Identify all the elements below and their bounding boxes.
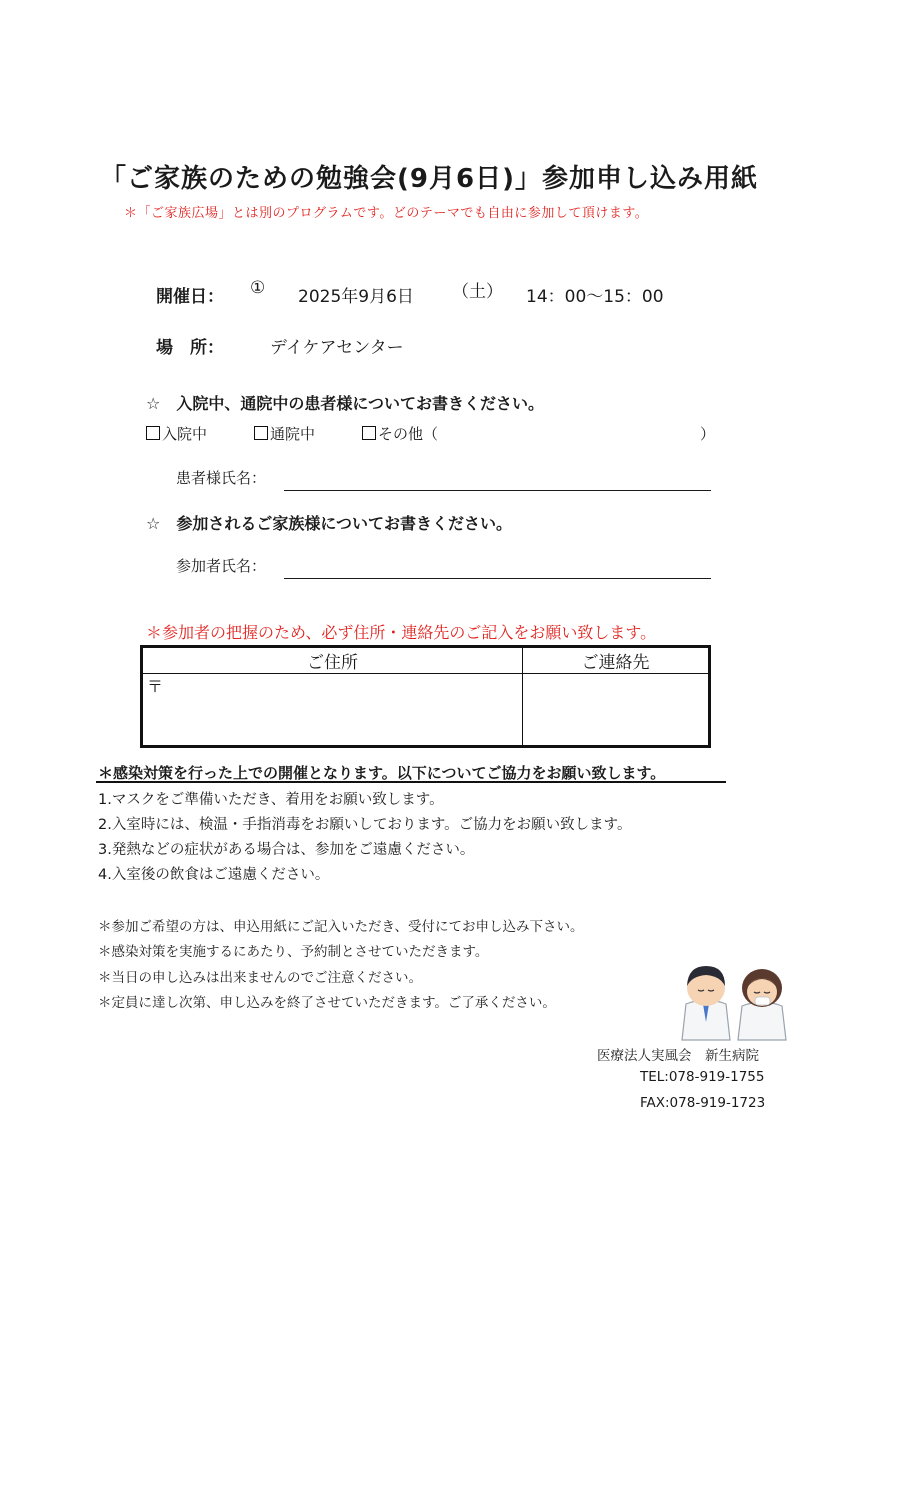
event-date: 2025年9月6日 [298, 287, 414, 307]
place-label: 場 所： [156, 338, 224, 358]
infection-item: 4.入室後の飲食はご遠慮ください。 [98, 867, 330, 883]
contact-cell[interactable] [523, 674, 710, 747]
infection-heading: ＊感染対策を行った上での開催となります。以下についてご協力をお願い致します。 [98, 764, 666, 782]
doctor-figure [682, 966, 730, 1040]
other-close-paren: ） [700, 425, 716, 443]
bowing-doctor-nurse-illustration [676, 960, 792, 1042]
hospital-fax: FAX:078-919-1723 [640, 1095, 766, 1111]
address-header: ご住所 [142, 647, 523, 674]
option-label: その他（ [378, 425, 439, 443]
infection-item: 2.入室時には、検温・手指消毒をお願いしております。ご協力をお願い致します。 [98, 817, 632, 833]
note-item: ＊当日の申し込みは出来ませんのでご注意ください。 [98, 970, 422, 986]
event-weekday: （土） [452, 282, 503, 302]
status-option-other[interactable] [362, 423, 438, 444]
session-number: ① [250, 278, 266, 298]
status-option-inpatient[interactable] [146, 423, 207, 444]
participant-name-label: 参加者氏名： [176, 557, 267, 575]
address-contact-table [140, 645, 711, 748]
note-item: ＊定員に達し次第、申し込みを終了させていただきます。ご了承ください。 [98, 995, 556, 1011]
family-section-heading: ☆ 参加されるご家族様についてお書きください。 [146, 514, 513, 533]
checkbox-inpatient[interactable] [146, 426, 160, 440]
status-option-outpatient[interactable] [254, 423, 315, 444]
infection-heading-underline [96, 781, 726, 783]
note-item: ＊参加ご希望の方は、申込用紙にご記入いただき、受付にてお申し込み下さい。 [98, 919, 584, 935]
patient-name-field[interactable] [284, 490, 711, 491]
form-title: 「ご家族のための勉強会(9月6日)」参加申し込み用紙 [100, 164, 758, 194]
address-cell[interactable] [142, 674, 523, 747]
option-label: 通院中 [270, 425, 316, 443]
checkbox-other[interactable] [362, 426, 376, 440]
option-label: 入院中 [162, 425, 208, 443]
participant-name-field[interactable] [284, 578, 711, 579]
hospital-tel: TEL:078-919-1755 [640, 1069, 765, 1085]
event-time: 14：00～15：00 [526, 287, 664, 307]
infection-item: 3.発熱などの症状がある場合は、参加をご遠慮ください。 [98, 842, 475, 858]
date-label: 開催日： [156, 287, 224, 307]
patient-name-label: 患者様氏名： [176, 469, 267, 487]
nurse-figure [738, 969, 786, 1040]
note-item: ＊感染対策を実施するにあたり、予約制とさせていただきます。 [98, 944, 489, 960]
contact-required-note: ＊参加者の把握のため、必ず住所・連絡先のご記入をお願い致します。 [146, 623, 657, 642]
hospital-name: 医療法人実風会 新生病院 [597, 1048, 759, 1064]
checkbox-outpatient[interactable] [254, 426, 268, 440]
program-note: ＊「ご家族広場」とは別のプログラムです。どのテーマでも自由に参加して頂けます。 [124, 206, 649, 221]
contact-header: ご連絡先 [523, 647, 710, 674]
patient-section-heading: ☆ 入院中、通院中の患者様についてお書きください。 [146, 394, 545, 413]
infection-item: 1.マスクをご準備いただき、着用をお願い致します。 [98, 792, 444, 808]
event-place: デイケアセンター [270, 338, 404, 358]
postal-mark: 〒 [147, 677, 164, 696]
